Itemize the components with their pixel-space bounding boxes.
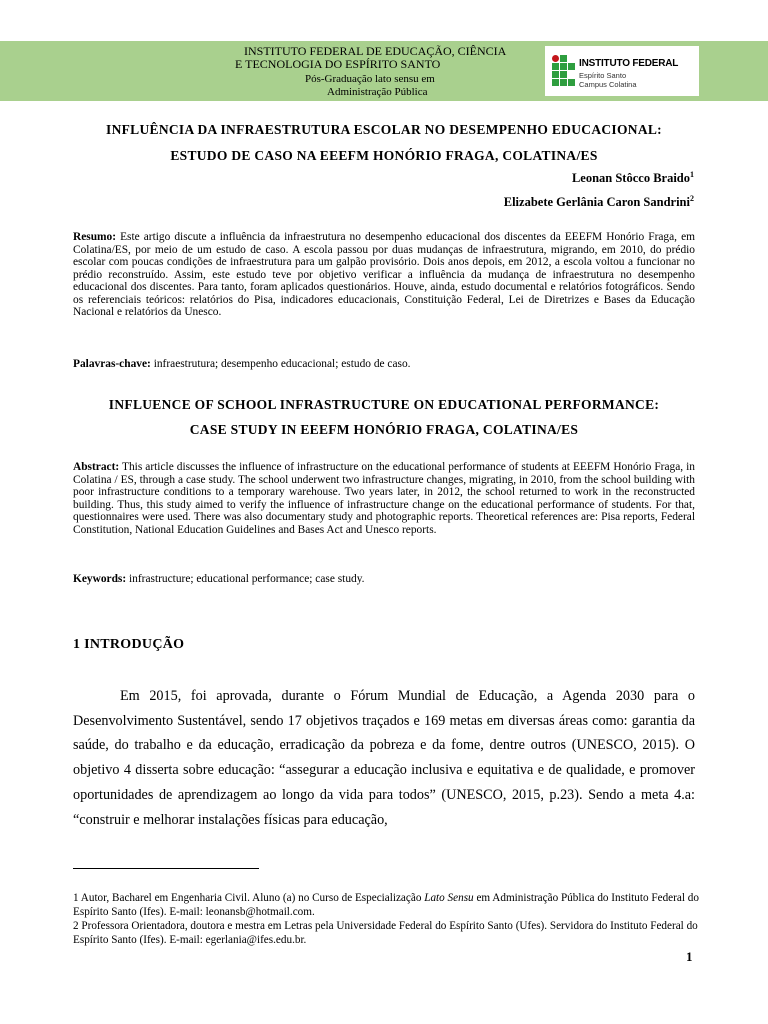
title-en-line1: INFLUENCE OF SCHOOL INFRASTRUCTURE ON EDUCATIONAL PERFORMANCE: <box>108 397 660 412</box>
resumo-text: Este artigo discute a influência da infraestrutura no desempenho educacional dos discentes da EEEFM Honório Fraga, em Colatina/ES, por meio de um estudo de caso. A escola passou por duas mudanças de infraestrutura, migrando, em 2010, do prédio escolar com poucas condições de infraestrutura para um galpão provisório. Dois anos depois, em 2012, a escola voltou a funcionar no prédio reconstruído. Assim, este estudo teve por objetivo verificar a influência da mudança de infraestrutura no desempenho educacional dos discentes. Para tanto, foram aplicados questionários. Houve, ainda, estudo documental e relatórios fotográficos. Sendo os referenciais teóricos: relatórios do Pisa, indicadores educacionais, Constituição Federal, Lei de Diretrizes e Bases da Educação Nacional e relatórios da Unesco. <box>73 231 695 318</box>
resumo-label: Resumo: <box>73 231 117 243</box>
institute-logo <box>545 46 699 96</box>
institute-logo-mark-icon <box>552 55 575 87</box>
abstract-label: Abstract: <box>73 461 120 473</box>
title-pt-line1: INFLUÊNCIA DA INFRAESTRUTURA ESCOLAR NO DESEMPENHO EDUCACIONAL: <box>106 122 662 137</box>
footnote-2: 2 Professora Orientadora, doutora e mestra em Letras pela Universidade Federal do Espírito Santo (Ufes). Servidora do Instituto Federal do Espírito Santo (Ifes). E-mail: egerlania@ifes.edu.br. <box>73 920 698 946</box>
logo-name: INSTITUTO FEDERAL <box>579 58 679 69</box>
author-1-name: Leonan Stôcco Braido <box>571 171 690 186</box>
author-2-name: Elizabete Gerlânia Caron Sandrini <box>503 195 690 210</box>
author-2-footnote-ref: 2 <box>690 194 694 203</box>
intro-paragraph <box>73 684 695 832</box>
abstract-text: This article discusses the influence of infrastructure on the educational performance of students at EEEFM Honório Fraga, in Colatina / ES, through a case study. The school underwent two infrastructure changes, migrating, in 2010, from the school building with poor infrastructure conditions to a temporary warehouse. Two years later, in 2012, the school returned to work in the reconstructed building. Thus, this study aimed to verify the influence of infrastructure change on the educational performance of students. For that, questionnaires were used. There was also documentary study and photographic reports. Theoretical references are: Pisa reports, Federal Constitution, National Education Guidelines and Bases Act and Unesco reports. <box>73 461 695 536</box>
header-band <box>0 41 768 101</box>
footnote-1 <box>73 891 703 919</box>
keywords-label: Keywords: <box>73 573 127 585</box>
title-en-line2: CASE STUDY IN EEEFM HONÓRIO FRAGA, COLATINA/ES <box>189 422 579 437</box>
palavras-chave <box>73 358 411 370</box>
author-2 <box>504 194 694 210</box>
footnote-1-italic: Lato Sensu <box>424 892 474 904</box>
palavras-chave-label: Palavras-chave: <box>73 358 151 370</box>
keywords <box>73 573 365 585</box>
logo-state: Espírito Santo <box>579 71 627 80</box>
footnote-1-text-a: 1 Autor, Bacharel em Engenharia Civil. Aluno (a) no Curso de Especialização <box>73 892 425 904</box>
page-number: 1 <box>686 949 693 964</box>
title-pt-line2: ESTUDO DE CASO NA EEEFM HONÓRIO FRAGA, COLATINA/ES <box>170 148 598 163</box>
abstract-paragraph <box>73 461 695 536</box>
palavras-chave-text: infraestrutura; desempenho educacional; estudo de caso. <box>153 358 411 370</box>
footnote-separator <box>73 868 259 869</box>
author-1 <box>572 170 694 186</box>
resumo-paragraph <box>73 231 695 319</box>
program-name-line1: Pós-Graduação lato sensu em <box>305 73 435 85</box>
institute-name-line2: E TECNOLOGIA DO ESPÍRITO SANTO <box>235 57 441 71</box>
institute-name-line1: INSTITUTO FEDERAL DE EDUCAÇÃO, CIÊNCIA <box>244 44 507 58</box>
author-1-footnote-ref: 1 <box>690 170 694 179</box>
intro-paragraph-text: Em 2015, foi aprovada, durante o Fórum Mundial de Educação, a Agenda 2030 para o Desenvolvimento Sustentável, sendo 17 objetivos traçados e 169 metas em diversas áreas como: garantia da saúde, do trabalho e da educação, erradicação da pobreza e da fome, dentre outros (UNESCO, 2015). O objetivo 4 disserta sobre educação: “assegurar a educação inclusiva e equitativa e de qualidade, e promover oportunidades de aprendizagem ao longo da vida para todos” (UNESCO, 2015, p.23). Sendo a meta 4.a: “construir e melhorar instalações físicas para educação, <box>73 688 695 828</box>
program-name-line2: Administração Pública <box>327 86 428 98</box>
logo-campus: Campus Colatina <box>579 80 637 89</box>
section-heading: 1 INTRODUÇÃO <box>73 637 185 652</box>
footnote-1-text-b: em Administração Pública do Instituto Federal do Espírito Santo (Ifes). E-mail: leonansb@hotmail.com. <box>73 892 699 918</box>
keywords-text: infrastructure; educational performance; case study. <box>129 573 365 585</box>
